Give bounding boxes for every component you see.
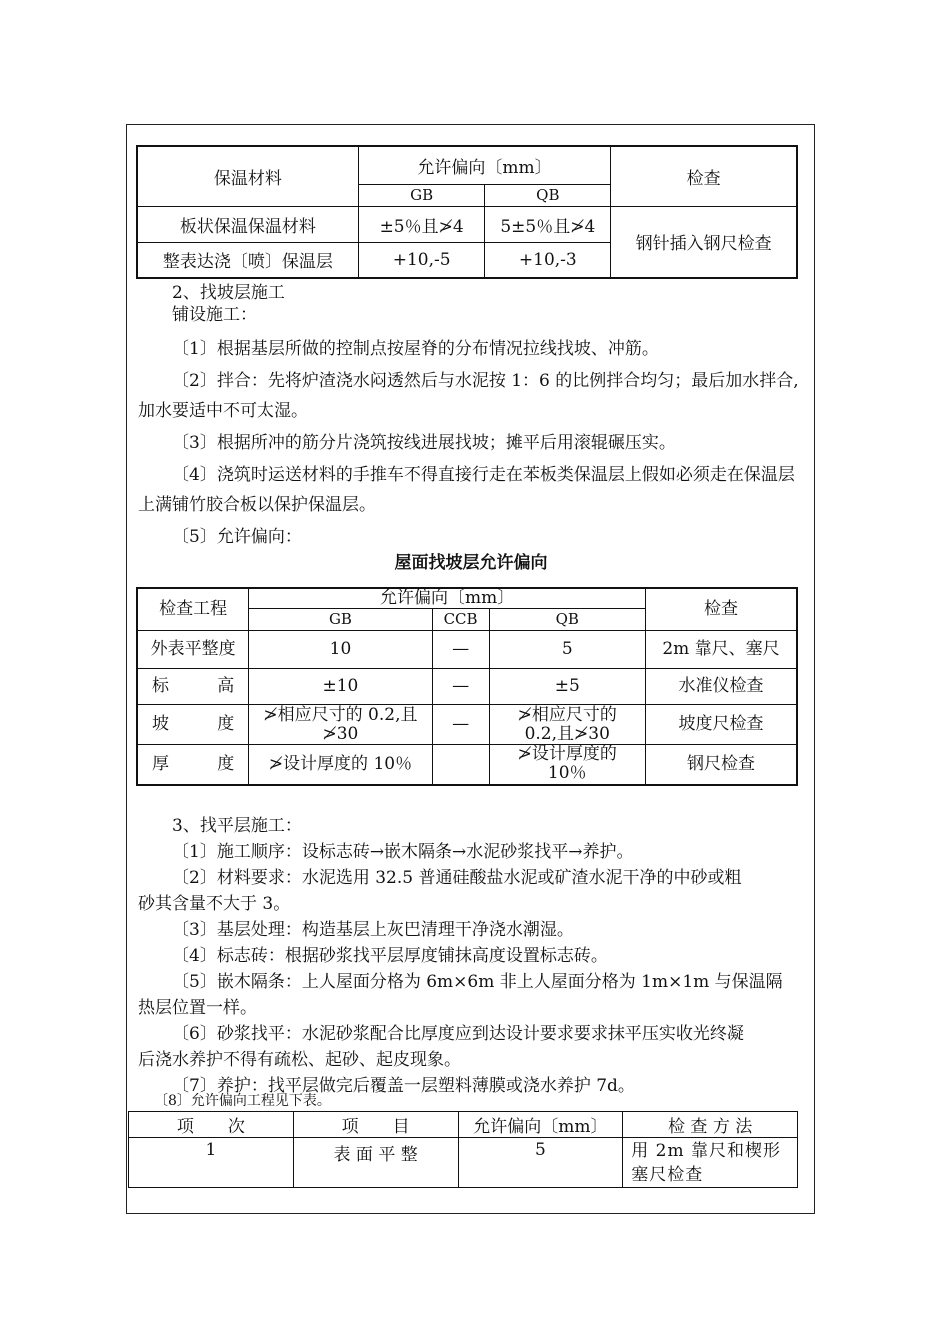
paragraph: 〔3〕根据所冲的筋分片浇筑按线进展找坡；摊平后用滚辊碾压实。 (172, 433, 676, 453)
paragraph: 〔2〕拌合：先将炉渣浇水闷透然后与水泥按 1：6 的比例拌合均匀；最后加水拌合,加水要适中不可太湿。 (138, 371, 799, 421)
name-char: 坡 (152, 714, 169, 734)
header-deviation: 允许偏向〔mm〕 (458, 1112, 623, 1138)
row-gb: ≯设计厚度的 10％ (249, 745, 432, 785)
header-gb: GB (358, 184, 485, 206)
row-no: 1 (129, 1138, 294, 1188)
cell-line: ≯30 (322, 723, 359, 744)
row-name: 外表平整度 (137, 631, 249, 669)
header-item: 项 目 (293, 1112, 458, 1138)
row-check: 坡度尺检查 (645, 705, 797, 745)
name-char: 度 (217, 714, 235, 734)
row-gb (249, 705, 432, 745)
leveling-tolerance-table (128, 1111, 798, 1188)
paragraph: 后浇水养护不得有疏松、起砂、起皮现象。 (138, 1050, 461, 1070)
paragraph: 〔6〕砂浆找平：水泥砂浆配合比厚度应到达设计要求要求抹平压实收光终凝 (172, 1024, 744, 1044)
row-item: 表 面 平 整 (293, 1138, 458, 1188)
header-check: 检查 (645, 588, 797, 631)
paragraph: 〔3〕基层处理：构造基层上灰巴清理干净浇水潮湿。 (172, 920, 574, 940)
cell-line: 10％ (547, 763, 587, 784)
row-name: 整表达浇〔喷〕保温层 (137, 242, 358, 278)
row-qb: 5 (489, 631, 645, 669)
row-qb (489, 705, 645, 745)
row-qb (489, 745, 645, 785)
cell-line: 塞尺检查 (631, 1164, 704, 1185)
section2-heading: 2、找坡层施工 (172, 283, 285, 303)
header-no: 项 次 (129, 1112, 294, 1138)
name-char: 高 (217, 676, 235, 696)
row-gb: 10 (249, 631, 432, 669)
paragraph: 〔1〕施工顺序：设标志砖→嵌木隔条→水泥砂浆找平→养护。 (172, 842, 634, 862)
cell-line: ≯相应尺寸的 (517, 704, 617, 725)
slope-layer-tolerance-table (136, 587, 798, 786)
row-qb: 5±5％且≯4 (485, 206, 611, 242)
name-char: 标 (152, 676, 169, 696)
section3-block (138, 813, 808, 1099)
paragraph: 砂其含量不大于 3。 (138, 894, 291, 914)
row-check: 钢尺检查 (645, 745, 797, 785)
header-ccb: CCB (432, 609, 489, 631)
row-method (623, 1138, 798, 1188)
row-check: 水准仪检查 (645, 669, 797, 705)
name-char: 度 (217, 753, 235, 774)
row-name (137, 745, 249, 785)
header-check: 检查 (611, 146, 797, 206)
header-method: 检 查 方 法 (623, 1112, 798, 1138)
table2-title: 屋面找坡层允许偏向 (394, 553, 548, 573)
cell-line: ≯设计厚度的 (517, 744, 617, 765)
header-gb: GB (249, 609, 432, 631)
cell-line: 用 2m 靠尺和楔形 (631, 1140, 782, 1161)
row-qb: +10,-3 (485, 242, 611, 278)
row-name: 板状保温保温材料 (137, 206, 358, 242)
paragraph: 〔5〕嵌木隔条：上人屋面分格为 6m×6m 非上人屋面分格为 1m×1m 与保温隔 (172, 972, 783, 992)
row-check: 2m 靠尺、塞尺 (645, 631, 797, 669)
row-ccb: — (432, 631, 489, 669)
row-ccb: — (432, 669, 489, 705)
header-deviation: 允许偏向〔mm〕 (249, 588, 646, 609)
paragraph: 〔4〕浇筑时运送材料的手推车不得直接行走在苯板类保温层上假如必须走在保温层上满铺竹胶合板以保护保温层。 (138, 465, 795, 515)
header-qb: QB (485, 184, 611, 206)
row-gb: ±5％且≯4 (358, 206, 485, 242)
paragraph: 〔4〕标志砖：根据砂浆找平层厚度铺抹高度设置标志砖。 (172, 946, 608, 966)
row-ccb: — (432, 705, 489, 745)
check-method: 钢针插入钢尺检查 (611, 206, 797, 278)
section3-heading: 3、找平层施工： (172, 816, 302, 836)
row-ccb (432, 745, 489, 785)
section2-block (138, 282, 808, 326)
header-deviation: 允许偏向〔mm〕 (358, 146, 610, 184)
row-gb: +10,-5 (358, 242, 485, 278)
section2-paragraphs (138, 334, 808, 552)
header-item: 检查工程 (137, 588, 249, 631)
row-name (137, 669, 249, 705)
row-name (137, 705, 249, 745)
row-qb: ±5 (489, 669, 645, 705)
paragraph: 〔2〕材料要求：水泥选用 32.5 普通硅酸盐水泥或矿渣水泥干净的中砂或粗 (172, 868, 742, 888)
cell-line: ≯相应尺寸的 0.2,且 (263, 704, 418, 725)
row-deviation: 5 (458, 1138, 623, 1188)
paragraph: 热层位置一样。 (138, 998, 257, 1018)
paragraph: 〔5〕允许偏向： (172, 527, 302, 547)
row-gb: ±10 (249, 669, 432, 705)
header-qb: QB (489, 609, 645, 631)
section3-note: 〔8〕允许偏向工程见下表。 (154, 1093, 331, 1109)
paragraph: 〔7〕养护：找平层做完后覆盖一层塑料薄膜或浇水养护 7d。 (172, 1076, 635, 1096)
cell-line: 0.2,且≯30 (524, 723, 610, 744)
name-char: 厚 (152, 753, 169, 774)
insulation-tolerance-table (136, 145, 798, 279)
section2-sub: 铺设施工： (172, 305, 257, 325)
paragraph: 〔1〕根据基层所做的控制点按屋脊的分布情况拉线找坡、冲筋。 (172, 339, 659, 359)
header-material: 保温材料 (137, 146, 358, 206)
